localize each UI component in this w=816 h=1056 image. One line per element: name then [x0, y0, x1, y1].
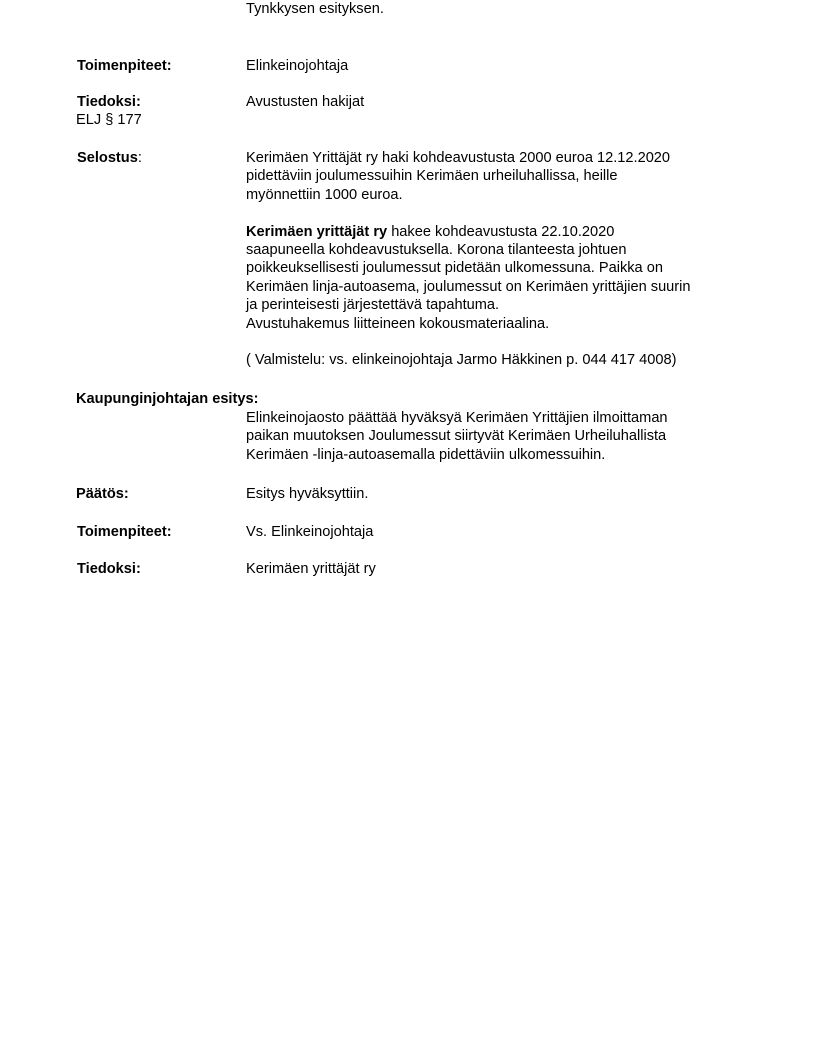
- selostus-p2-line: Avustuhakemus liitteineen kokousmateriaalina.: [246, 315, 550, 332]
- paragraph-spacer: [246, 333, 746, 351]
- paragraph-spacer: [246, 204, 746, 222]
- section-reference: ELJ § 177: [76, 112, 142, 128]
- tiedoksi-value-2: Kerimäen yrittäjät ry: [246, 561, 376, 577]
- esitys-label: Kaupunginjohtajan esitys:: [76, 391, 259, 407]
- selostus-p2-line: Kerimäen linja-autoasema, joulumessut on Kerimäen yrittäjien suurin: [246, 278, 691, 295]
- selostus-body: [246, 149, 746, 370]
- tiedoksi-value: Avustusten hakijat: [246, 94, 365, 110]
- selostus-p2-line: ja perinteisesti järjestettävä tapahtuma.: [246, 297, 500, 314]
- selostus-p2-first-line: [246, 223, 746, 241]
- esitys-line: Kerimäen -linja-autoasemalla pidettäviin ulkomessuihin.: [246, 446, 606, 463]
- toimenpiteet-label-2: Toimenpiteet:: [77, 524, 172, 540]
- selostus-p1-line: myönnettiin 1000 euroa.: [246, 186, 403, 203]
- toimenpiteet-label: Toimenpiteet:: [77, 58, 172, 74]
- selostus-label-colon: :: [137, 150, 142, 166]
- selostus-p2-line: poikkeuksellisesti joulumessut pidetään ulkomessuna. Paikka on: [246, 260, 663, 277]
- toimenpiteet-value-2: Vs. Elinkeinojohtaja: [246, 524, 374, 540]
- paatos-label: Päätös:: [76, 486, 129, 502]
- preparer-note: ( Valmistelu: vs. elinkeinojohtaja Jarmo Häkkinen p. 044 417 4008): [246, 352, 677, 369]
- selostus-p2-first-rest: hakee kohdeavustusta 22.10.2020: [387, 223, 615, 240]
- applicant-name: Kerimäen yrittäjät ry: [246, 223, 388, 240]
- tiedoksi-label: Tiedoksi:: [77, 94, 141, 110]
- selostus-p1-line: pidettäviin joulumessuihin Kerimäen urheiluhallissa, heille: [246, 168, 618, 185]
- esitys-body: [246, 409, 746, 464]
- esitys-line: paikan muutoksen Joulumessut siirtyvät Kerimäen Urheiluhallista: [246, 428, 667, 445]
- tiedoksi-label-2: Tiedoksi:: [77, 561, 141, 577]
- selostus-label-text: Selostus: [77, 150, 138, 166]
- selostus-p2-line: saapuneella kohdeavustuksella. Korona tilanteesta johtuen: [246, 242, 627, 259]
- toimenpiteet-value: Elinkeinojohtaja: [246, 58, 349, 74]
- selostus-p1-line: Kerimäen Yrittäjät ry haki kohdeavustusta 2000 euroa 12.12.2020: [246, 150, 671, 166]
- esitys-line: Elinkeinojaosto päättää hyväksyä Kerimäen Yrittäjien ilmoittaman: [246, 410, 668, 426]
- selostus-label: [77, 149, 142, 167]
- paatos-value: Esitys hyväksyttiin.: [246, 486, 369, 502]
- intro-tail-text: Tynkkysen esityksen.: [246, 1, 384, 17]
